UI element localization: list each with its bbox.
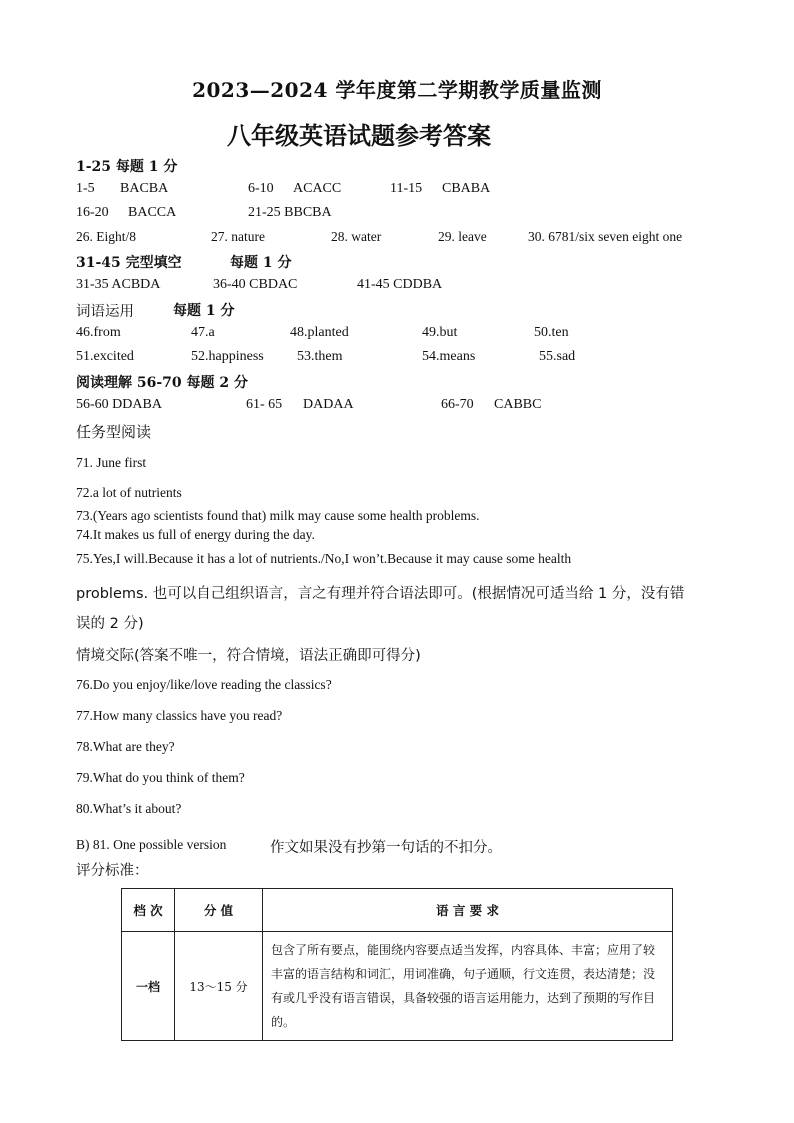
answer-item: 26. Eight/8 xyxy=(76,229,136,244)
grade-level-cell: 一档 xyxy=(122,932,175,1041)
answer-78 xyxy=(76,739,175,755)
answer-81: B) 81. One possible version xyxy=(76,837,227,852)
answer-item: 51.excited xyxy=(76,349,134,364)
section-heading-word-use: 词语运用 xyxy=(76,304,134,320)
answer-75-note: problems. 也可以自己组织语言，言之有理并符合语法即可。(根据情况可适当给 1 分，没有错 xyxy=(76,586,685,602)
answer-value: 56-60 DDABA xyxy=(76,397,162,412)
header-score: 分 值 xyxy=(175,889,263,932)
question-number: 79. xyxy=(76,770,93,785)
answer-range: 6-10 xyxy=(248,181,274,196)
answer-value: BACCA xyxy=(128,205,177,220)
answer-item: 54.means xyxy=(422,349,476,364)
answer-item: 28. water xyxy=(331,229,382,244)
grading-criteria-label: 评分标准： xyxy=(76,863,149,879)
answer-value: ACACC xyxy=(293,181,342,196)
answer-item: 47.a xyxy=(191,325,215,340)
answer-item: 27. nature xyxy=(211,229,265,244)
answer-text: What’s it about? xyxy=(92,801,182,816)
score-cell: 13～15 分 xyxy=(175,932,263,1041)
question-number: 78. xyxy=(76,739,93,754)
answer-76 xyxy=(76,677,332,693)
section-heading-1-25: 1-25 每题 1 分 xyxy=(76,159,178,175)
answer-value: BACBA xyxy=(120,181,169,196)
answer-74: 74.It makes us full of energy during the day. xyxy=(76,527,315,542)
grading-table-row xyxy=(122,932,673,1041)
question-number: 77. xyxy=(76,708,93,723)
document-title: 2023—2024 学年度第二学期教学质量监测 xyxy=(192,78,602,102)
answer-72: 72.a lot of nutrients xyxy=(76,485,182,500)
answer-value: 21-25 BBCBA xyxy=(248,205,332,220)
answer-item: 29. leave xyxy=(438,229,487,244)
answer-item: 49.but xyxy=(422,325,458,340)
grading-table xyxy=(121,888,673,1041)
answer-range: 11-15 xyxy=(390,181,423,196)
answer-79 xyxy=(76,770,245,786)
answer-value: 36-40 CBDAC xyxy=(213,277,298,292)
answer-81-note: 作文如果没有抄第一句话的不扣分。 xyxy=(270,840,502,856)
answer-item: 48.planted xyxy=(290,325,349,340)
answer-range: 61- 65 xyxy=(246,397,283,412)
answer-text: How many classics have you read? xyxy=(92,708,283,723)
answer-text: Do you enjoy/like/love reading the classics? xyxy=(92,677,332,692)
answer-item: 46.from xyxy=(76,325,121,340)
question-number: 80. xyxy=(76,801,93,816)
answer-item: 55.sad xyxy=(539,349,576,364)
answer-75: 75.Yes,I will.Because it has a lot of nutrients./No,I won’t.Because it may cause some health xyxy=(76,551,572,566)
requirements-cell: 包含了所有要点，能围绕内容要点适当发挥，内容具体、丰富；应用了较丰富的语言结构和词汇，用词准确，句子通顺，行文连贯，表达清楚；没有或几乎没有语言错误，具备较强的语言运用能力，达到了预期的写作目的。 xyxy=(263,932,673,1041)
question-number: 76. xyxy=(76,677,93,692)
answer-73: 73.(Years ago scientists found that) milk may cause some health problems. xyxy=(76,508,480,523)
answer-item: 52.happiness xyxy=(191,349,264,364)
section-heading-cloze: 31-45 完型填空 xyxy=(76,255,182,271)
answer-item: 50.ten xyxy=(534,325,569,340)
answer-71: 71. June first xyxy=(76,455,147,470)
answer-range: 66-70 xyxy=(441,397,474,412)
answer-value: 31-35 ACBDA xyxy=(76,277,161,292)
document-subtitle: 八年级英语试题参考答案 xyxy=(227,121,491,150)
section-score: 每题 1 分 xyxy=(173,303,235,319)
section-heading-dialogue: 情境交际(答案不唯一，符合情境，语法正确即可得分) xyxy=(76,648,421,664)
answer-range: 16-20 xyxy=(76,205,109,220)
header-language-requirements: 语 言 要 求 xyxy=(263,889,673,932)
answer-text: What are they? xyxy=(92,739,175,754)
answer-75-note-end: 误的 2 分) xyxy=(76,616,144,632)
answer-77 xyxy=(76,708,282,724)
header-grade-level: 档 次 xyxy=(122,889,175,932)
section-heading-reading: 阅读理解 56-70 每题 2 分 xyxy=(76,375,249,391)
grading-table-header-row xyxy=(122,889,673,932)
answer-value: CBABA xyxy=(442,181,491,196)
answer-range: 1-5 xyxy=(76,181,95,196)
answer-80 xyxy=(76,801,181,817)
answer-item: 30. 6781/six seven eight one xyxy=(528,229,683,244)
answer-value: DADAA xyxy=(303,397,354,412)
answer-value: CABBC xyxy=(494,397,542,412)
answer-text: What do you think of them? xyxy=(92,770,245,785)
answer-value: 41-45 CDDBA xyxy=(357,277,443,292)
section-score: 每题 1 分 xyxy=(230,255,292,271)
section-heading-task-reading: 任务型阅读 xyxy=(76,423,152,441)
answer-item: 53.them xyxy=(297,349,343,364)
